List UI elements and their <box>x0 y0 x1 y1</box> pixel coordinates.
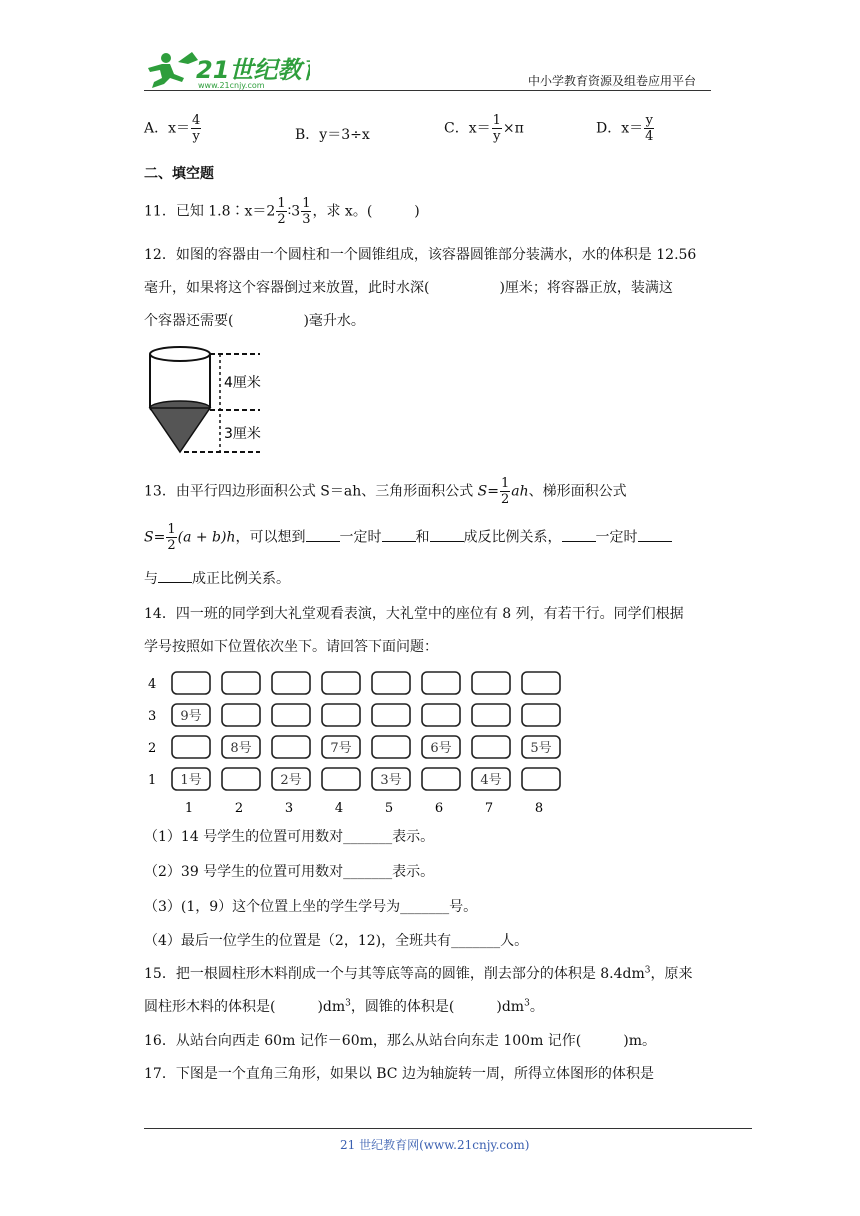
question-14-sub3: （3）(1，9）这个位置上坐的学生学号为_______号。 <box>144 899 478 915</box>
seat <box>172 672 210 694</box>
seat <box>172 736 210 758</box>
question-15-line1: 15．把一根圆柱形木料削成一个与其等底等高的圆锥，削去部分的体积是 $8.4dm^3$，原来 <box>144 965 693 982</box>
option-b: B．y＝3÷x <box>295 127 370 143</box>
question-13-line2: S= $\frac{1}{2}$ (a + b)h，可以想到 一定时 和 成反比例关系， 一定时 <box>144 522 672 553</box>
blank[interactable] <box>638 529 672 542</box>
question-15-line2: 圆柱形木料的体积是( )$dm^3$，圆锥的体积是( )$dm^3$。 <box>144 998 544 1015</box>
blank[interactable] <box>158 570 192 583</box>
seat <box>472 672 510 694</box>
row-label: 4 <box>148 677 157 692</box>
site-tag: 中小学教育资源及组卷应用平台 <box>528 74 697 88</box>
seat <box>522 704 560 726</box>
seat-number: 2号 <box>280 773 302 788</box>
row-label: 2 <box>148 741 157 756</box>
column-label: 2 <box>234 801 244 814</box>
seat <box>422 768 460 790</box>
question-13-line1: 13．由平行四边形面积公式 S＝ah、三角形面积公式 S= $\frac{1}{2}$ ah、梯形面积公式 <box>144 476 627 507</box>
seat <box>322 768 360 790</box>
column-label: 6 <box>434 801 444 814</box>
seat <box>472 736 510 758</box>
section-title: 二、填空题 <box>144 166 214 182</box>
question-11: 11．已知 1.8∶x＝2 $\frac{1}{2}$ ∶3 $\frac{1}{3}$ ，求 x。( ) <box>144 196 420 227</box>
question-12-line3: 个容器还需要( )毫升水。 <box>144 313 365 329</box>
seat <box>322 704 360 726</box>
column-label: 5 <box>384 801 394 814</box>
question-14-sub1: （1）14 号学生的位置可用数对_______表示。 <box>144 829 435 845</box>
question-17: 17．下图是一个直角三角形，如果以 BC 边为轴旋转一周，所得立体图形的体积是 <box>144 1066 654 1082</box>
seat <box>272 704 310 726</box>
seat <box>272 672 310 694</box>
seat <box>522 768 560 790</box>
question-14-line2: 学号按照如下位置依次坐下。请回答下面问题： <box>144 639 438 655</box>
column-label: 7 <box>484 801 494 814</box>
blank[interactable] <box>562 529 596 542</box>
seat <box>222 768 260 790</box>
header-rule <box>144 90 711 91</box>
question-14-sub4: （4）最后一位学生的位置是（2，12)，全班共有_______人。 <box>144 933 529 949</box>
seat <box>372 672 410 694</box>
seat <box>272 736 310 758</box>
container-figure <box>144 340 274 460</box>
question-12-line2: 毫升，如果将这个容器倒过来放置，此时水深( )厘米；将容器正放，装满这 <box>144 280 673 296</box>
seat <box>422 672 460 694</box>
seat <box>222 672 260 694</box>
seat <box>222 704 260 726</box>
seat <box>522 672 560 694</box>
option-a: A．x＝ $\frac{4}{y}$ <box>144 113 201 144</box>
row-label: 1 <box>148 773 157 788</box>
seat-number: 3号 <box>380 773 402 788</box>
seat-number: 1号 <box>180 773 202 788</box>
seat-number: 4号 <box>480 773 502 788</box>
footer-text: 21 世纪教育网(www.21cnjy.com) <box>340 1138 530 1152</box>
question-12-line1: 12．如图的容器由一个圆柱和一个圆锥组成，该容器圆锥部分装满水，水的体积是 12.56 <box>144 247 697 263</box>
seat-number: 7号 <box>330 741 352 756</box>
column-label: 4 <box>334 801 344 814</box>
question-14-sub2: （2）39 号学生的位置可用数对_______表示。 <box>144 864 435 880</box>
blank[interactable] <box>306 529 340 542</box>
column-label: 8 <box>534 801 544 814</box>
column-label: 3 <box>284 801 294 814</box>
seat-number: 8号 <box>230 741 252 756</box>
seat <box>372 704 410 726</box>
seat-number: 9号 <box>180 709 202 724</box>
row-label: 3 <box>148 709 157 724</box>
blank[interactable] <box>382 529 416 542</box>
logo-url: www.21cnjy.com <box>198 81 265 90</box>
question-13-line3: 与 成正比例关系。 <box>144 571 290 587</box>
logo-text: 21世纪教 <box>196 56 302 84</box>
seat <box>322 672 360 694</box>
column-label: 1 <box>184 801 194 814</box>
seat-number: 5号 <box>530 741 552 756</box>
blank[interactable] <box>430 529 464 542</box>
height-label-top: 4厘米 <box>224 375 261 391</box>
question-14-line1: 14．四一班的同学到大礼堂观看表演，大礼堂中的座位有 8 列，有若干行。同学们根据 <box>144 606 684 622</box>
option-c: C．x＝ $\frac{1}{y}$ ×π <box>444 113 524 144</box>
height-label-bottom: 3厘米 <box>224 426 261 442</box>
header-logo <box>140 44 310 90</box>
seat-number: 6号 <box>430 741 452 756</box>
question-16: 16．从站台向西走 60m 记作－60m，那么从站台向东走 100m 记作( )m。 <box>144 1033 656 1049</box>
seat <box>422 704 460 726</box>
seat <box>372 736 410 758</box>
runner-logo-icon <box>140 44 310 90</box>
seat <box>472 704 510 726</box>
footer-rule <box>144 1128 752 1129</box>
seat-grid <box>144 664 574 814</box>
option-d: D．x＝ $\frac{y}{4}$ <box>596 113 654 144</box>
